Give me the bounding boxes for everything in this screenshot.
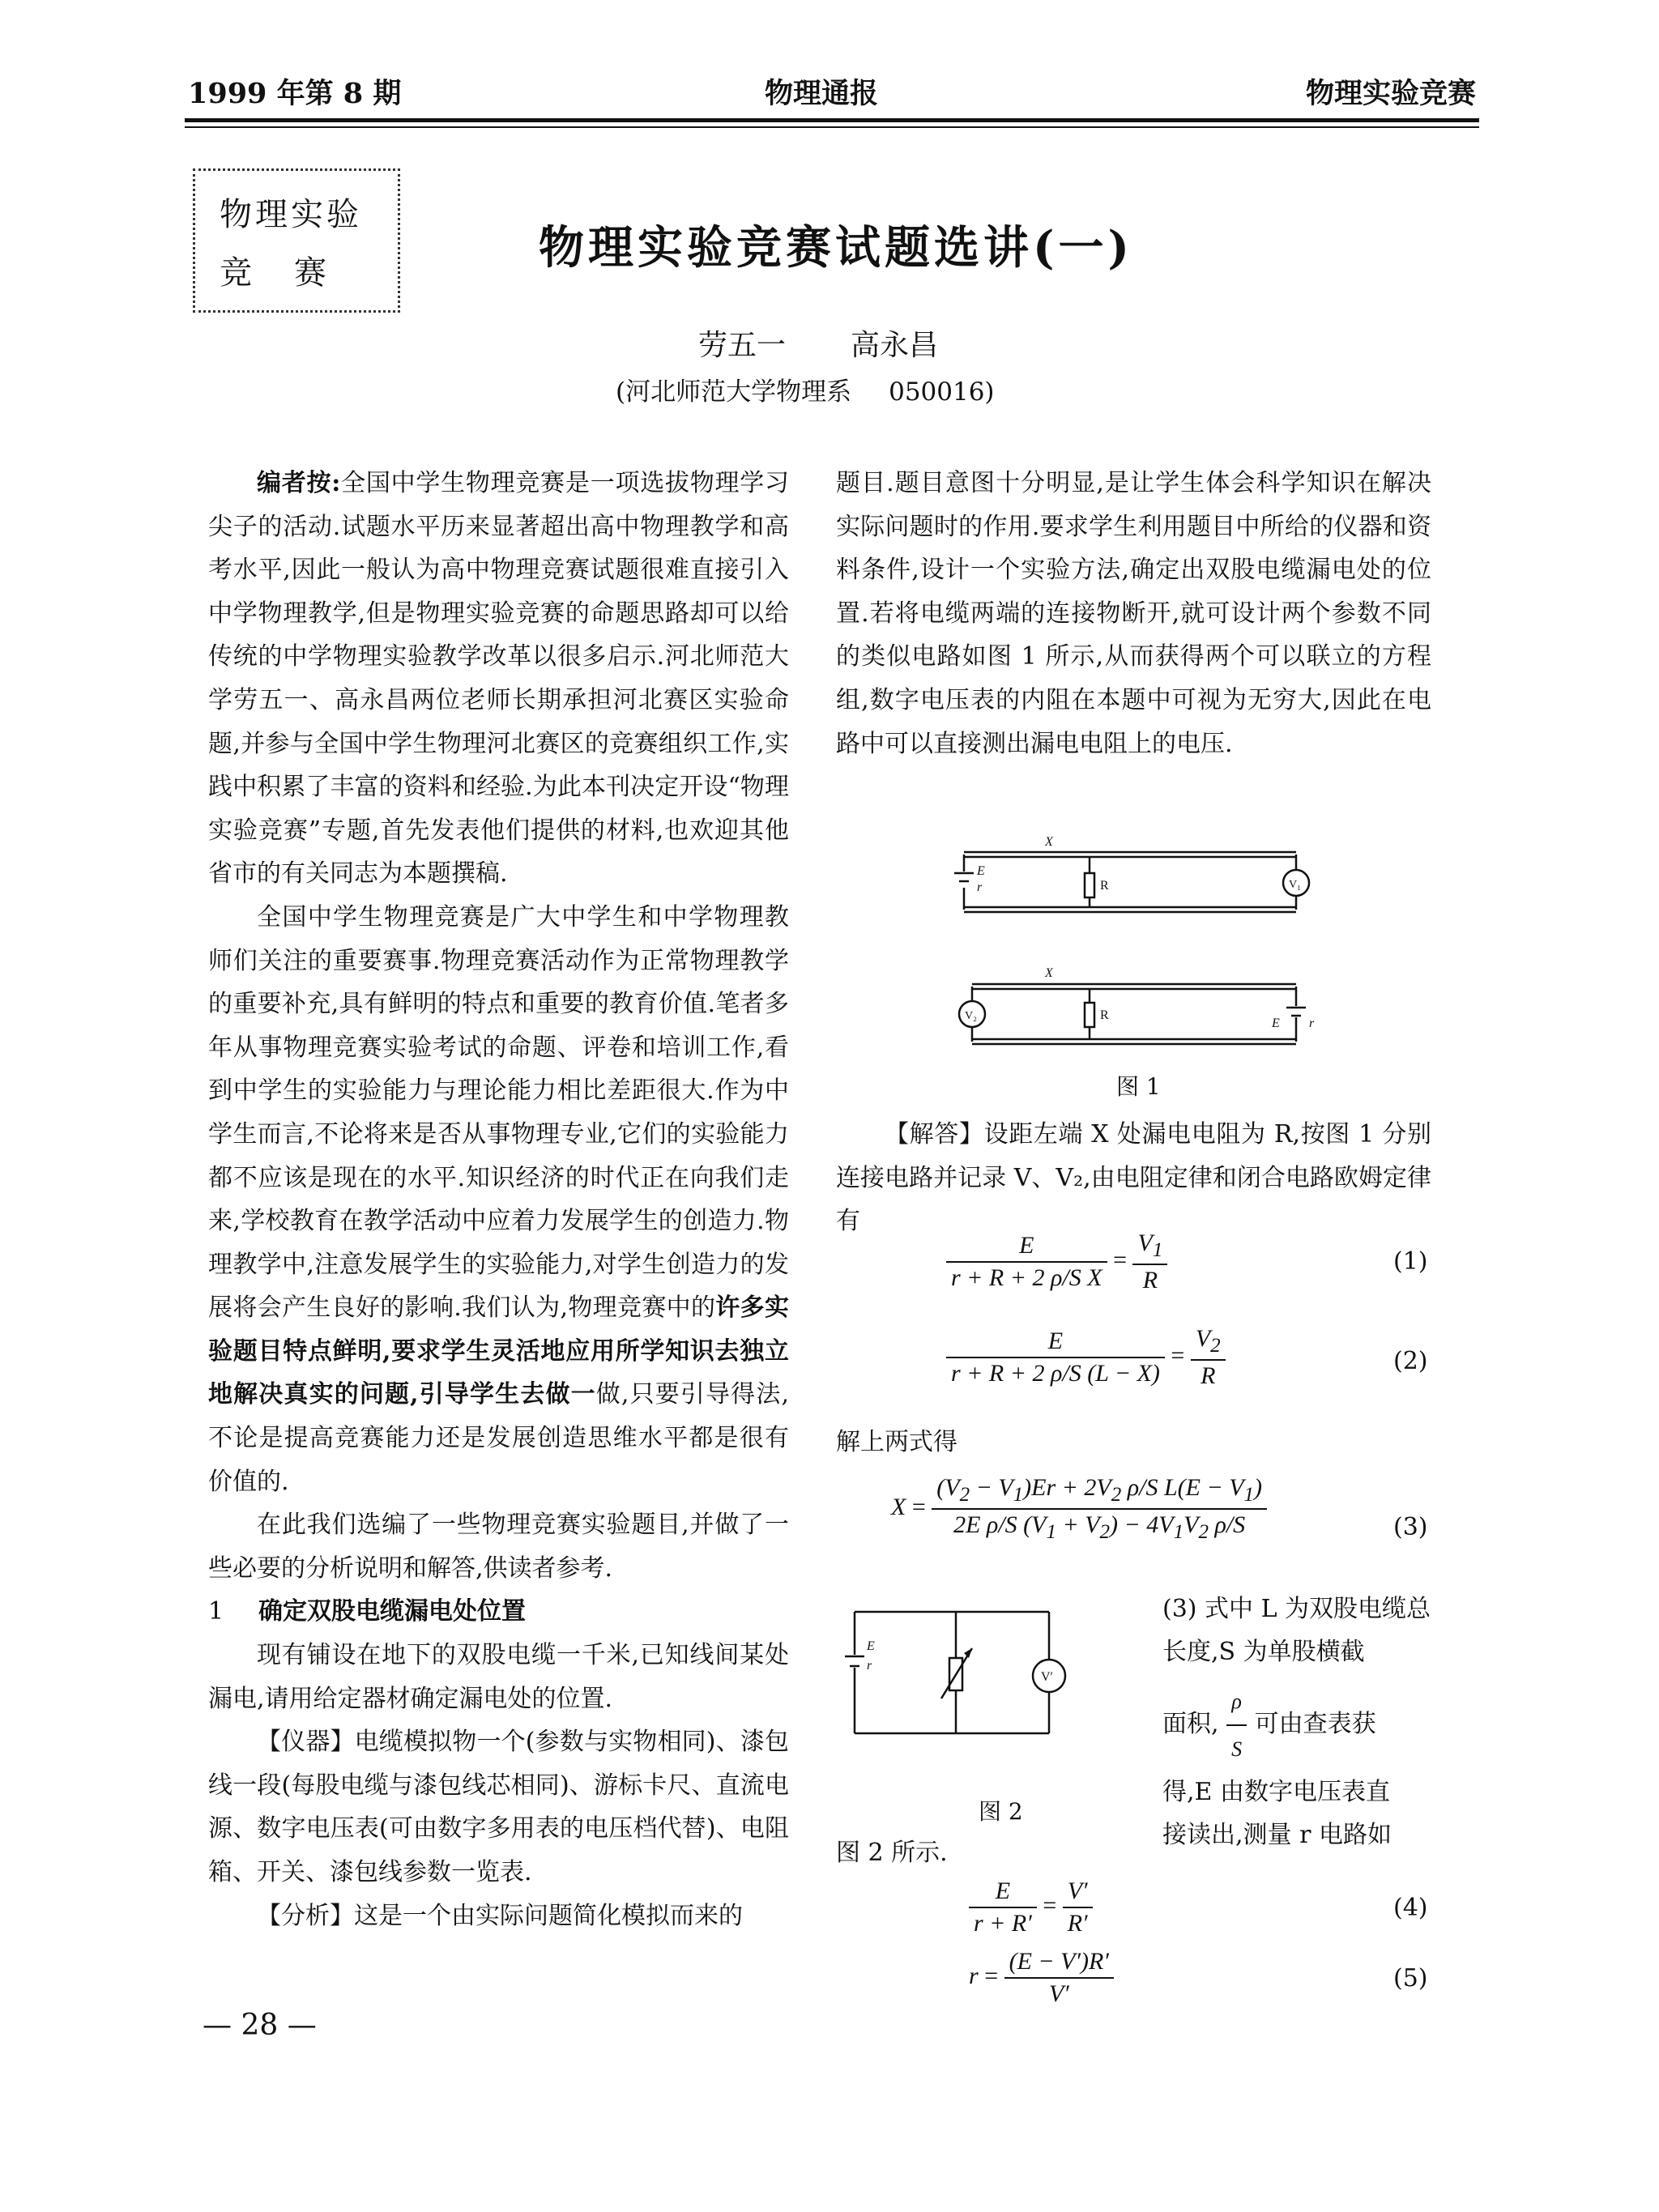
body-paragraph: 在此我们选编了一些物理竞赛实验题目,并做了一些必要的分析说明和解答,供读者参考. <box>208 1511 789 1583</box>
figure-2-caption: 图 2 <box>979 1798 1023 1825</box>
label-vprime: V′ <box>1041 1670 1054 1684</box>
apparatus-paragraph: 【仪器】电缆模拟物一个(参数与实物相同)、漆包线一段(每股电缆与漆包线芯相同)、游标卡尺、直流电源、数字电压表(可由数字多用表的电压档代替)、电阻箱、开关、漆包线参数一览表. <box>208 1728 789 1886</box>
body-paragraph: 题目.题目意图十分明显,是让学生体会科学知识在解决实际问题时的作用.要求学生利用题目中所给的仪器和资料条件,设计一个实验方法,确定出双股电缆漏电处的位置.若将电缆两端的连接物断开,就可设计两个参数不同的类似电路如图 1 所示,从而获得两个可以联立的方程组,数字电压表的内阻在本题中可视为无穷大,因此在电路中可以直接测出漏电电阻上的电压. <box>836 469 1431 758</box>
column-name: 物理实验竞赛 <box>1305 77 1476 110</box>
authors <box>698 322 938 364</box>
right-column-text <box>836 462 1431 765</box>
label-r-bottom: r <box>1309 1016 1315 1030</box>
figure-2-circuit <box>842 1608 1085 1745</box>
article-title: 物理实验竞赛试题选讲(一) <box>539 221 1133 275</box>
affiliation: (河北师范大学物理系 050016) <box>616 377 995 407</box>
figure-1-circuits <box>940 818 1337 1061</box>
issue-label: 1999 年第 8 期 <box>188 77 402 110</box>
equation-2-number: (2) <box>1393 1347 1428 1375</box>
page-number: — 28 — <box>203 2009 317 2042</box>
equation-2: $\frac{E}{r + R + 2 \rho/S (L - X)}$ = $\frac{V_2}{R}$ <box>946 1325 1226 1390</box>
equation-1: $\frac{E}{\text{r + R + 2 ρ/S X}}$ = $\frac{V_1}{R}$ <box>946 1230 1167 1294</box>
label-r-resistor-bottom: R <box>1100 1008 1109 1022</box>
solve-line: 解上两式得 <box>836 1428 957 1456</box>
label-x-top: X <box>1045 835 1053 849</box>
header-rule-thin <box>185 126 1479 128</box>
journal-name: 物理通报 <box>765 77 879 110</box>
author-1: 劳五一 <box>698 329 787 362</box>
label-v1: V₁ <box>1289 879 1301 891</box>
equation-3: X = $\frac{(V_2 - V_1)Er + 2V_2 \rho/S L(E - V_1)}{2E \rho/S (V_1 + V_2) - 4V_1V_2 \rho/S}$ <box>891 1474 1267 1544</box>
label-e-bottom: E <box>1272 1016 1280 1030</box>
running-header <box>188 71 1476 112</box>
label-e-top: E <box>977 864 985 878</box>
label-r-top: r <box>977 880 983 894</box>
equation-5: r = $\frac{(E - V')R'}{V'}$ <box>969 1948 1114 2008</box>
label-r-resistor-top: R <box>1100 879 1109 893</box>
analysis-paragraph: 【分析】这是一个由实际问题简化模拟而来的 <box>257 1901 743 1930</box>
body-paragraph: 现有铺设在地下的双股电缆一千米,已知线间某处漏电,请用给定器材确定漏电处的位置. <box>208 1641 789 1713</box>
author-2: 高永昌 <box>851 329 939 362</box>
equation-1-number: (1) <box>1393 1247 1428 1276</box>
label-r-fig2: r <box>867 1659 872 1673</box>
answer-paragraph: 【解答】设距左端 X 处漏电电阻为 R,按图 1 分别连接电路并记录 V、V₂,由电阻定律和闭合电路欧姆定律有 <box>836 1120 1431 1236</box>
equation-4: $\frac{E}{r + R'}$ = $\frac{V'}{R'}$ <box>969 1877 1093 1937</box>
equation-5-number: (5) <box>1393 1964 1428 1993</box>
header-rule-thick <box>185 118 1479 122</box>
after-figure-2-text: 图 2 所示. <box>836 1839 948 1867</box>
tag-line-1: 物理实验 <box>220 196 362 233</box>
equation-4-number: (4) <box>1393 1894 1428 1922</box>
label-v2: V₂ <box>965 1010 977 1022</box>
editor-note: 编者按:全国中学生物理竞赛是一项选拔物理学习尖子的活动.试题水平历来显著超出高中物理教学和高考水平,因此一般认为高中物理竞赛试题很难直接引入中学物理教学,但是物理实验竞赛的命题思路却可以给传统的中学物理实验教学改革以很多启示.河北师范大学劳五一、高永昌两位老师长期承担河北赛区实验命题,并参与全国中学生物理河北赛区的竞赛组织工作,实践中积累了丰富的资料和经验.为此本刊决定开设“物理实验竞赛”专题,首先发表他们提供的材料,也欢迎其他省市的有关同志为本题撰稿. <box>208 469 790 889</box>
left-column <box>208 462 789 1937</box>
tag-line-2: 竞 赛 <box>220 254 326 292</box>
side-text: (3) 式中 L 为双股电缆总长度,S 为单股横截 面积, $\frac{\rho}{S}$ 可由查表获 得,E 由数字电压表直 接读出,测量 r 电路如 <box>1162 1595 1431 1849</box>
label-x-bottom: X <box>1045 966 1053 980</box>
column-tag-box <box>193 168 400 313</box>
label-e-fig2: E <box>867 1639 875 1653</box>
section-heading: 1 确定双股电缆漏电处位置 <box>208 1597 526 1626</box>
figure-1-caption: 图 1 <box>1116 1073 1161 1100</box>
equation-3-number: (3) <box>1393 1513 1428 1541</box>
body-paragraph: 全国中学生物理竞赛是广大中学生和中学物理教师们关注的重要赛事.物理竞赛活动作为正常物理教学的重要补充,具有鲜明的特点和重要的教育价值.笔者多年从事物理竞赛实验考试的命题、评卷和培训工作,看到中学生的实验能力与理论能力相比差距很大.作为中学生而言,不论将来是否从事物理专业,它们的实验能力都不应该是现在的水平.知识经济的时代正在向我们走来,学校教育在教学活动中应着力发展学生的创造力.物理教学中,注意发展学生的实验能力,对学生创造力的发展将会产生良好的影响.我们认为,物理竞赛中的许多实验题目特点鲜明,要求学生灵活地应用所学知识去独立地解决真实的问题,引导学生去做一做,只要引导得法,不论是提高竞赛能力还是发展创造思维水平都是很有价值的. <box>208 902 790 1496</box>
